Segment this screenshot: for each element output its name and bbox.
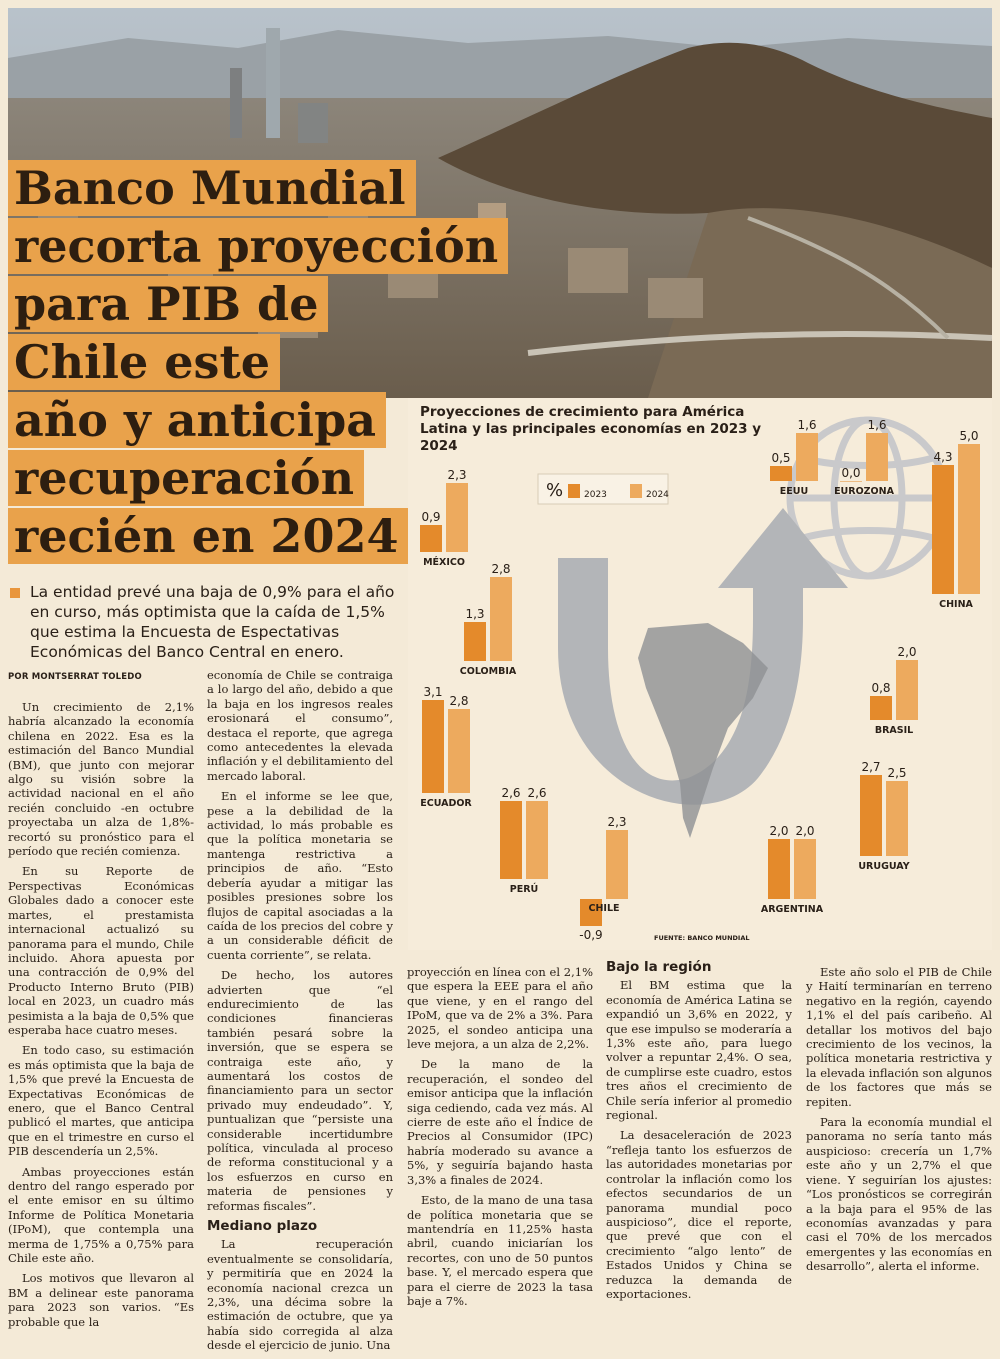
paragraph: En el informe se lee que, pese a la debilidad de la actividad, lo más probable es que la política monetaria se mantenga restrictiva a principios de año. “Esto debería ayudar a mitigar las posibles presiones sobre los flujos de capital asociadas a la caída de los precios del cobre y a un considerable déficit de cuenta corriente”, se relata. — [207, 789, 393, 962]
article-column-1 — [8, 700, 194, 1335]
bar-eeuu-2023 — [770, 466, 792, 481]
category-label: COLOMBIA — [459, 666, 517, 677]
data-label: 1,3 — [465, 607, 485, 621]
data-label: 2,5 — [887, 766, 907, 780]
category-label: MÉXICO — [423, 557, 465, 568]
bar-uruguay-2024 — [886, 781, 908, 856]
growth-chart — [408, 398, 992, 950]
data-label: 2,0 — [897, 645, 917, 659]
data-label: 0,9 — [421, 510, 441, 524]
chart-legend — [538, 474, 669, 504]
data-label: 2,6 — [501, 786, 521, 800]
bar-chile-2024 — [606, 830, 628, 899]
legend-swatch-2023 — [568, 484, 580, 498]
bar-perú-2023 — [500, 801, 522, 879]
paragraph: Un crecimiento de 2,1% habría alcanzado la economía chilena en 2022. Esa es la estimación del Banco Mundial (BM), que junto con mejorar algo su visión sobre la actividad nacional en el año recién concluido -en octubre proyectaba un alza de 1,8%- recortó su pronóstico para el período que recién comienza. — [8, 700, 194, 859]
category-label: BRASIL — [874, 725, 914, 736]
data-label: -0,9 — [579, 928, 603, 942]
data-label: 0,5 — [771, 451, 791, 465]
article-column-2 — [207, 668, 393, 1359]
legend-label-2024: 2024 — [646, 490, 669, 500]
summary — [8, 582, 406, 662]
bar-brasil-2024 — [896, 660, 918, 720]
category-label: URUGUAY — [858, 861, 910, 872]
bar-ecuador-2024 — [448, 709, 470, 793]
category-label: PERÚ — [509, 884, 539, 895]
section-heading: Mediano plazo — [207, 1218, 318, 1235]
category-label: ARGENTINA — [760, 904, 824, 915]
category-label: ECUADOR — [420, 798, 472, 809]
unit-label: % — [546, 480, 564, 501]
paragraph: proyección en línea con el 2,1% que espera la EEE para el año que viene, y en el rango del IPoM, que va de 2% a 3%. Para 2025, el sondeo anticipa una leve mejora, a un alza de 2,2%. — [407, 965, 593, 1052]
section-heading: Bajo la región — [606, 959, 712, 975]
headline-line: recién en 2024 — [8, 508, 408, 564]
category-label: EEUU — [779, 486, 809, 497]
data-label: 2,3 — [607, 815, 627, 829]
headline-line: para PIB de — [8, 276, 328, 332]
data-label: 2,6 — [527, 786, 547, 800]
bar-perú-2024 — [526, 801, 548, 879]
headline-line: recorta proyección — [8, 218, 508, 274]
bar-eeuu-2024 — [796, 433, 818, 481]
bar-argentina-2024 — [794, 839, 816, 899]
headline-line: año y anticipa — [8, 392, 386, 448]
legend-label-2023: 2023 — [584, 490, 607, 500]
paragraph: Esto, de la mano de una tasa de política monetaria que se mantendría en 11,25% hasta abril, cuando iniciarían los recortes, con uno de 50 puntos base. Y, el mercado espera que para el cierre de 2023 la tasa baje a 7%. — [407, 1193, 593, 1308]
summary-text: La entidad prevé una baja de 0,9% para el año en curso, más optimista que la caída de 1,5% que estima la Encuesta de Espectativas Económicas del Banco Central en enero. — [30, 583, 395, 661]
headline-line: Chile este — [8, 334, 280, 390]
data-label: 4,3 — [933, 450, 953, 464]
data-label: 2,7 — [861, 760, 881, 774]
paragraph: De la mano de la recuperación, el sondeo del emisor anticipa que la inflación siga cediendo, cada vez más. Al cierre de este año el Índice de Precios al Consumidor (IPC) habría moderado su avance a 5%, y seguiría bajando hasta 3,3% a finales de 2024. — [407, 1057, 593, 1187]
bar-eurozona-2023 — [840, 481, 862, 482]
paragraph: En su Reporte de Perspectivas Económicas Globales dado a conocer este martes, el prestamista internacional actualizó su panorama para el mundo, Chile incluido. Ahora apuesta por una contracción de 0,9% del Producto Interno Bruto (PIB) local en 2023, un cuadro más pesimista a la baja de 0,5% que esperaba hace cuatro meses. — [8, 864, 194, 1037]
bullet-icon — [10, 588, 20, 598]
data-label: 0,0 — [841, 466, 861, 480]
bar-eurozona-2024 — [866, 433, 888, 481]
bar-méxico-2023 — [420, 525, 442, 552]
paragraph: De hecho, los autores advierten que “el endurecimiento de las condiciones financieras también pesará sobre la inversión, que se espera se contraiga este año, y aumentará los costos de financiamiento para un sector privado muy endeudado”. Y, puntualizan que “persiste una considerable incertidumbre política, vinculada al proceso de reforma constitucional y a los esfuerzos en curso en materia de pensiones y reformas fiscales”. — [207, 968, 393, 1213]
paragraph: Los motivos que llevaron al BM a delinear este panorama para 2023 son varios. “Es probable que la — [8, 1271, 194, 1329]
paragraph: En todo caso, su estimación es más optimista que la baja de 1,5% que prevé la Encuesta de Expectativas Económicas de enero, que el Banco Central publicó el martes, que anticipa que en el trimestre en curso el PIB descendería un 2,5%. — [8, 1043, 194, 1159]
article-column-3 — [407, 965, 593, 1314]
data-label: 0,8 — [871, 681, 891, 695]
paragraph: Este año solo el PIB de Chile y Haití terminarían en terreno negativo en la región, cayendo 1,1% el del país caribeño. Al detallar los motivos del bajo crecimiento de los vecinos, la política monetaria restrictiva y la elevada inflación son algunos de los factores que más se repiten. — [806, 965, 992, 1109]
data-label: 2,3 — [447, 468, 467, 482]
chart-title: Proyecciones de crecimiento para América Latina y las principales economías en 2023 y 2024 — [420, 404, 762, 454]
category-label: CHINA — [939, 599, 973, 610]
paragraph: La desaceleración de 2023 “refleja tanto los esfuerzos de las autoridades monetarias por controlar la inflación como los efectos secundarios de un panorama mundial poco auspicioso”, dice el reporte, que prevé que con el crecimiento “algo lento” de Estados Unidos y China se reduzca la demanda de exportaciones. — [606, 1128, 792, 1301]
legend-swatch-2024 — [630, 484, 642, 498]
headline-line: recuperación — [8, 450, 364, 506]
data-label: 5,0 — [959, 429, 979, 443]
bar-brasil-2023 — [870, 696, 892, 720]
data-label: 2,8 — [449, 694, 469, 708]
paragraph: Para la economía mundial el panorama no sería tanto más auspicioso: crecería un 1,7% este año y un 2,7% el que viene. Y seguirían los ajustes: “Los pronósticos se corregirán a la baja para el 95% de las economías avanzadas y para casi el 70% de los mercados emergentes y las economías en desarrollo”, alerta el informe. — [806, 1115, 992, 1274]
data-label: 1,6 — [797, 418, 817, 432]
article-column-5 — [806, 965, 992, 1280]
byline: POR MONTSERRAT TOLEDO — [8, 672, 142, 682]
paragraph: economía de Chile se contraiga a lo largo del año, debido a que la baja en los ingresos reales erosionará el consumo”, destaca el reporte, que agrega como antecedentes la elevada inflación y el debilitamiento del mercado laboral. — [207, 668, 393, 783]
bar-uruguay-2023 — [860, 775, 882, 856]
paragraph: Ambas proyecciones están dentro del rango esperado por el ente emisor en su último Informe de Política Monetaria (IPoM), que contempla una merma de 1,75% a 0,75% para Chile este año. — [8, 1164, 194, 1266]
paragraph: El BM estima que la economía de América Latina se expandió un 3,6% en 2022, y que ese impulso se moderaría a 1,3% este año, para luego volver a repuntar 2,4%. O sea, de cumplirse este cuadro, estos tres años el crecimiento de Chile sería inferior al promedio regional. — [606, 978, 792, 1123]
headline-line: Banco Mundial — [8, 160, 416, 216]
bar-argentina-2023 — [768, 839, 790, 899]
category-label: EUROZONA — [834, 486, 894, 497]
category-label: CHILE — [588, 903, 620, 914]
bar-china-2023 — [932, 465, 954, 594]
bar-china-2024 — [958, 444, 980, 594]
article-column-4 — [606, 960, 792, 1307]
chart-canvas — [408, 398, 992, 950]
data-label: 2,8 — [491, 562, 511, 576]
bar-colombia-2023 — [464, 622, 486, 661]
bar-ecuador-2023 — [422, 700, 444, 793]
bar-méxico-2024 — [446, 483, 468, 552]
paragraph: La recuperación eventualmente se consolidaría, y permitiría que en 2024 la economía nacional crezca un 2,3%, una décima sobre la estimación de octubre, que ya había sido corregida al alza desde el ejercicio de junio. Una — [207, 1237, 393, 1353]
chart-source: FUENTE: BANCO MUNDIAL — [654, 934, 750, 942]
bar-colombia-2024 — [490, 577, 512, 661]
data-label: 2,0 — [769, 824, 789, 838]
data-label: 2,0 — [795, 824, 815, 838]
data-label: 3,1 — [423, 685, 443, 699]
data-label: 1,6 — [867, 418, 887, 432]
